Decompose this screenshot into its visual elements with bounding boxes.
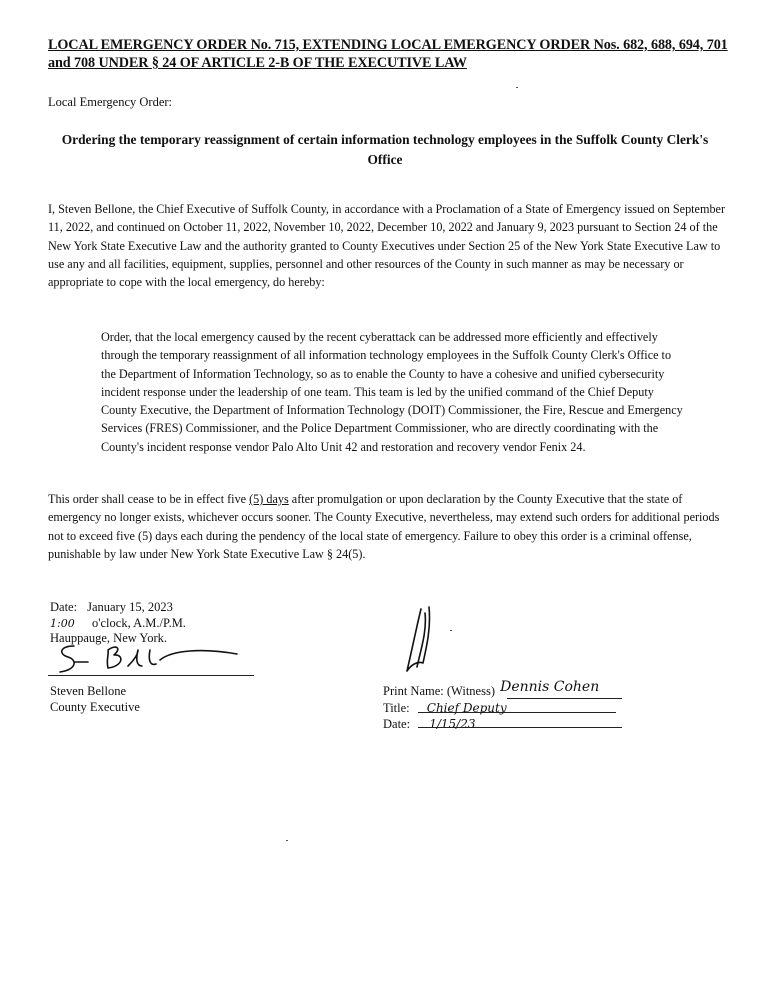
witness-title-label: Title:	[383, 700, 410, 715]
witness-initial-mark	[395, 605, 445, 677]
witness-block	[383, 679, 600, 733]
witness-date-row	[383, 716, 599, 733]
scan-speck	[286, 840, 288, 841]
signing-date-value: January 15, 2023	[87, 600, 173, 614]
witness-name-value: Dennis Cohen	[500, 679, 600, 695]
scan-speck	[450, 630, 452, 631]
scan-speck	[516, 87, 518, 88]
signing-time-line	[50, 616, 186, 632]
county-executive-signature	[52, 640, 257, 680]
witness-title-row	[383, 700, 599, 717]
witness-title-line	[418, 712, 616, 713]
signer-title: County Executive	[50, 700, 140, 714]
duration-text-before: This order shall cease to be in effect five	[48, 492, 250, 506]
directive-paragraph: Order, that the local emergency caused by the recent cyberattack can be addressed more efficiently and effectively through the temporary reassignment of all information technology employees in the Suffolk County Clerk's Office to the Department of Information Technology, so as to enable the County to have a cohesive and unified cybersecurity incident response under the leadership of one team. This team is led by the unified command of the Chief Deputy County Executive, the Department of Information Technology (DOIT) Commissioner, the Fire, Rescue and Emergency Services (FRES) Commissioner, and the Police Department Commissioner, who are directly coordinating with the County's incident response vendor Palo Alto Unit 42 and restoration and recovery vendor Fenix 24.	[101, 330, 683, 454]
order-subject: Ordering the temporary reassignment of certain information technology employees in the Suffolk County Clerk's Office	[61, 132, 709, 167]
preamble-paragraph: I, Steven Bellone, the Chief Executive of Suffolk County, in accordance with a Proclamation of a State of Emergency issued on September 11, 2022, and continued on October 11, 2022, November 10, 2022, December 10, 2022 and January 9, 2023 pursuant to Section 24 of the New York State Executive Law and the authority granted to County Executives under Section 25 of the New York State Executive Law to use any and all facilities, equipment, supplies, personnel and other resources of the County in such manner as may be necessary or appropriate to cope with the local emergency, do hereby:	[48, 202, 726, 290]
witness-name-line	[507, 698, 622, 699]
signing-time-text: o'clock, A.M./P.M.	[92, 615, 186, 630]
signing-date-line	[50, 600, 186, 616]
order-label: Local Emergency Order:	[48, 95, 173, 109]
signing-date-label: Date:	[50, 600, 78, 614]
witness-title-value: Chief Deputy	[426, 700, 507, 715]
order-title: LOCAL EMERGENCY ORDER No. 715, EXTENDING LOCAL EMERGENCY ORDER Nos. 682, 688, 694, 701 and 708 UNDER § 24 OF ARTICLE 2-B OF THE EXECUTIVE LAW	[48, 37, 728, 71]
signer-name: Steven Bellone	[50, 684, 127, 698]
signing-place: Hauppauge, New York.	[50, 631, 167, 645]
signature-line	[48, 675, 254, 676]
signing-time-handwritten: 1:00	[50, 616, 75, 630]
signer-block	[50, 683, 140, 715]
duration-underlined: (5) days	[249, 492, 289, 506]
duration-text-after: after promulgation or upon declaration by the County Executive that the state of emergency no longer exists, whichever occurs sooner. The County Executive, nevertheless, may extend such orders for additional periods not to exceed five (5) days each during the pendency of the local state of emergency. Failure to obey this order is a criminal offense, punishable by law under New York State Executive Law § 24(5).	[48, 492, 720, 561]
witness-date-label: Date:	[383, 717, 411, 731]
witness-date-line	[418, 727, 622, 728]
witness-date-value: 1/15/23	[429, 717, 476, 731]
duration-paragraph	[48, 490, 726, 563]
witness-name-label: Print Name: (Witness)	[383, 684, 495, 698]
